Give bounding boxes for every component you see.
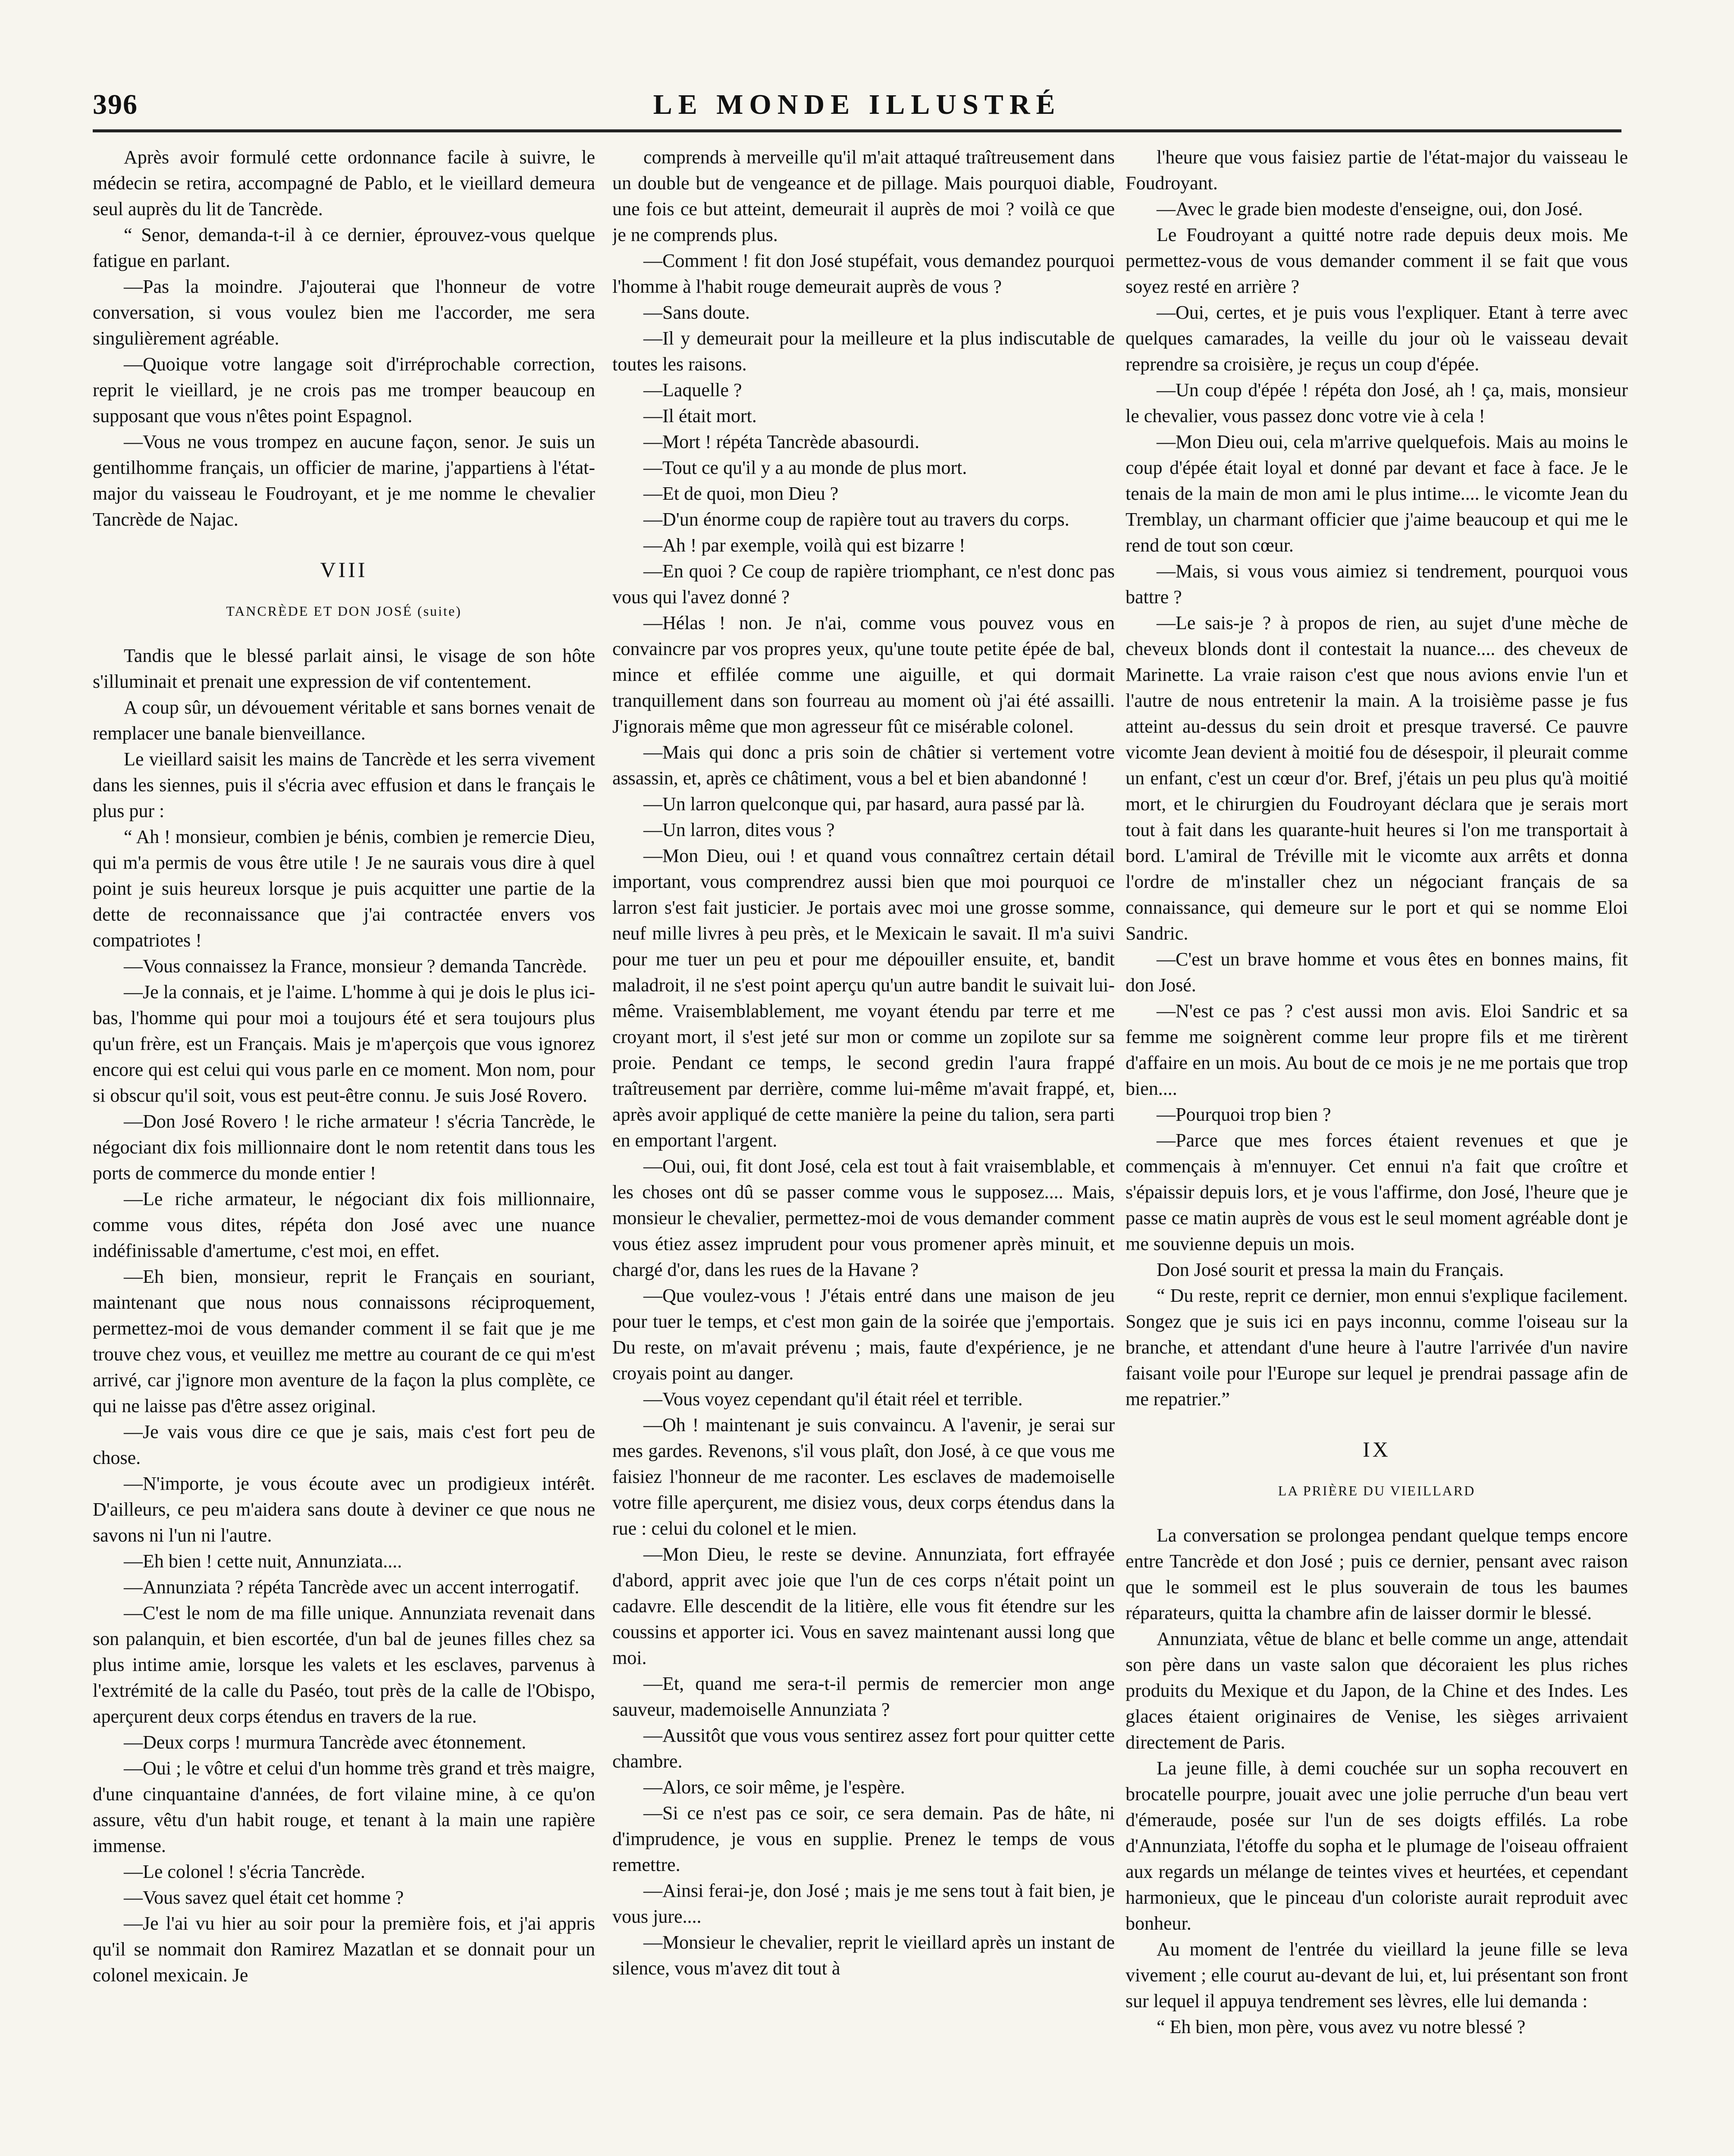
section-title-viii: TANCRÈDE ET DON JOSÉ (suite)	[226, 603, 462, 619]
paragraph: —Sans doute.	[643, 302, 750, 323]
paragraph: —Tout ce qu'il y a au monde de plus mort.	[643, 457, 967, 478]
paragraph: Le Foudroyant a quitté notre rade depuis deux mois. Me permettez-vous de vous demander comment il se fait que vous soyez resté en arrière ?	[1126, 224, 1628, 297]
paragraph: —Il y demeurait pour la meilleure et la plus indiscutable de toutes les raisons.	[612, 328, 1115, 375]
paragraph: La conversation se prolongea pendant quelque temps encore entre Tancrède et don José ; puis ce dernier, pensant avec raison que le sommeil est le plus souverain de tous les baumes réparateurs, quitta la chambre afin de laisser dormir le blessé.	[1126, 1525, 1628, 1623]
paragraph: —Don José Rovero ! le riche armateur ! s'écria Tancrède, le négociant dix fois millionnaire dont le nom retentit dans tous les ports de commerce du monde entier !	[93, 1111, 595, 1184]
paragraph: —Oui ; le vôtre et celui d'un homme très grand et très maigre, d'une cinquantaine d'années, de fort vilaine mine, à ce qu'on assure, vêtu d'un habit rouge, et tenant à la main une rapière immense.	[93, 1758, 595, 1856]
paragraph: La jeune fille, à demi couchée sur un sopha recouvert en brocatelle pourpre, jouait avec une jolie perruche d'un beau vert d'émeraude, posée sur l'un de ses doigts effilés. La robe d'Annunziata, l'étoffe du sopha et le plumage de l'oiseau offraient aux regards un mélange de teintes vives et heurtées, et cependant harmonieux, que le pinceau d'un coloriste aurait reproduit avec bonheur.	[1126, 1758, 1628, 1934]
paragraph: —N'importe, je vous écoute avec un prodigieux intérêt. D'ailleurs, ce peu m'aidera sans doute à deviner ce que nous ne savons ni l'un ni l'autre.	[93, 1473, 595, 1546]
column-3	[1126, 144, 1628, 2156]
page-header	[93, 88, 1621, 140]
paragraph: —Oh ! maintenant je suis convaincu. A l'avenir, je serai sur mes gardes. Revenons, s'il vous plaît, don José, à ce que vous me faisiez l'honneur de me raconter. Les esclaves de mademoiselle votre fille aperçurent, me disiez vous, deux corps étendus dans la rue : celui du colonel et le mien.	[612, 1414, 1115, 1539]
paragraph: —Un larron quelconque qui, par hasard, aura passé par là.	[643, 793, 1085, 815]
paragraph: —Monsieur le chevalier, reprit le vieillard après un instant de silence, vous m'avez dit tout à	[612, 1932, 1115, 1979]
paragraph: —Mais qui donc a pris soin de châtier si vertement votre assassin, et, après ce châtiment, vous a bel et bien abandonné !	[612, 742, 1115, 789]
paragraph: —Vous voyez cependant qu'il était réel et terrible.	[643, 1388, 1023, 1410]
paragraph: comprends à merveille qu'il m'ait attaqué traîtreusement dans un double but de vengeance et de pillage. Mais pourquoi diable, une fois ce but atteint, demeurait il auprès de moi ? voilà ce que je ne comprends plus.	[612, 147, 1115, 245]
paragraph: —Avec le grade bien modeste d'enseigne, oui, don José.	[1157, 198, 1583, 219]
paragraph: —Ainsi ferai-je, don José ; mais je me sens tout à fait bien, je vous jure....	[612, 1880, 1115, 1927]
section-number-ix: IX	[1363, 1437, 1391, 1461]
paragraph: l'heure que vous faisiez partie de l'état-major du vaisseau le Foudroyant.	[1126, 147, 1628, 194]
paragraph: Le vieillard saisit les mains de Tancrède et les serra vivement dans les siennes, puis il s'écria avec effusion et dans le français le plus pur :	[93, 749, 595, 821]
paragraph: —C'est un brave homme et vous êtes en bonnes mains, fit don José.	[1126, 949, 1628, 996]
paragraph: Tandis que le blessé parlait ainsi, le visage de son hôte s'illuminait et prenait une expression de vif contentement.	[93, 645, 595, 692]
paragraph: —Vous savez quel était cet homme ?	[124, 1887, 404, 1908]
paragraph: —Je l'ai vu hier au soir pour la première fois, et j'ai appris qu'il se nommait don Ramirez Mazatlan et se donnait pour un colonel mexicain. Je	[93, 1913, 595, 1986]
paragraph: —Et de quoi, mon Dieu ?	[643, 483, 839, 504]
paragraph: —Alors, ce soir même, je l'espère.	[643, 1777, 905, 1798]
paragraph: —Annunziata ? répéta Tancrède avec un accent interrogatif.	[124, 1576, 580, 1598]
paragraph: —Ah ! par exemple, voilà qui est bizarre !	[643, 535, 966, 556]
paragraph: —Je la connais, et je l'aime. L'homme à qui je dois le plus ici-bas, l'homme qui pour moi a toujours été et sera toujours plus qu'un frère, est un Français. Mais je m'aperçois que vous ignorez encore qui est celui qui vous parle en ce moment. Mon nom, pour si obscur qu'il soit, vous est peut-être connu. Je suis José Rovero.	[93, 981, 595, 1106]
paragraph: —Deux corps ! murmura Tancrède avec étonnement.	[124, 1732, 527, 1753]
paragraph: —Un coup d'épée ! répéta don José, ah ! ça, mais, monsieur le chevalier, vous passez donc votre vie à cela !	[1126, 379, 1628, 426]
paragraph: —Mon Dieu, oui ! et quand vous connaîtrez certain détail important, vous comprendrez aussi bien que moi pourquoi ce larron s'est fait justicier. Je portais avec moi une grosse somme, neuf mille livres à peu près, et le Mexicain le savait. Il m'a suivi pour me tuer un peu et pour me dépouiller ensuite, et, bandit maladroit, il ne s'est point aperçu qu'un autre bandit le suivait lui-même. Vraisemblablement, me voyant étendu par terre et me croyant mort, il s'est jeté sur mon or comme un zopilote sur sa proie. Pendant ce temps, le second gredin l'aura frappé traîtreusement par derrière, comme lui-même m'avait frappé, et, après avoir appliqué de cette manière la peine du talion, sera parti en emportant l'argent.	[612, 845, 1115, 1151]
paragraph: —D'un énorme coup de rapière tout au travers du corps.	[643, 509, 1069, 530]
publication-title: LE MONDE ILLUSTRÉ	[653, 89, 1061, 120]
page-number: 396	[93, 89, 138, 120]
paragraph: Don José sourit et pressa la main du Français.	[1157, 1259, 1504, 1280]
paragraph: —Pas la moindre. J'ajouterai que l'honneur de votre conversation, si vous voulez bien me l'accorder, me sera singulièrement agréable.	[93, 276, 595, 349]
column-2	[612, 144, 1115, 2156]
paragraph: —Laquelle ?	[643, 379, 742, 401]
paragraph: Après avoir formulé cette ordonnance facile à suivre, le médecin se retira, accompagné de Pablo, et le vieillard demeura seul auprès du lit de Tancrède.	[93, 147, 595, 219]
paragraph: —Parce que mes forces étaient revenues et que je commençais à m'ennuyer. Cet ennui n'a fait que croître et s'épaissir depuis lors, et je vous l'affirme, don José, l'heure que je passe ce matin auprès de vous est le seul moment agréable dont je me souvienne depuis un mois.	[1126, 1130, 1628, 1254]
paragraph: —Comment ! fit don José stupéfait, vous demandez pourquoi l'homme à l'habit rouge demeurait auprès de vous ?	[612, 250, 1115, 297]
paragraph: “ Ah ! monsieur, combien je bénis, combien je remercie Dieu, qui m'a permis de vous être utile ! Je ne saurais vous dire à quel point je suis heureux lorsque je puis acquitter une partie de la dette de reconnaissance que j'ai contractée envers vos compatriotes !	[93, 826, 595, 951]
paragraph: Au moment de l'entrée du vieillard la jeune fille se leva vivement ; elle courut au-devant de lui, et, lui présentant son front sur lequel il appuya tendrement ses lèvres, elle lui demanda :	[1126, 1939, 1628, 2012]
paragraph: —N'est ce pas ? c'est aussi mon avis. Eloi Sandric et sa femme me soignèrent comme leur propre fils et me tirèrent d'affaire en un mois. Au bout de ce mois je ne me portais que trop bien....	[1126, 1000, 1628, 1099]
paragraph: —Quoique votre langage soit d'irréprochable correction, reprit le vieillard, je ne crois pas me tromper beaucoup en supposant que vous n'êtes point Espagnol.	[93, 354, 595, 426]
paragraph: —Il était mort.	[643, 405, 757, 426]
paragraph: “ Eh bien, mon père, vous avez vu notre blessé ?	[1157, 2016, 1526, 2037]
paragraph: —Pourquoi trop bien ?	[1157, 1104, 1331, 1125]
column-2-text	[612, 144, 1115, 1981]
section-number-viii: VIII	[320, 558, 368, 582]
paragraph: —Oui, oui, fit dont José, cela est tout à fait vraisemblable, et les choses ont dû se passer comme vous le supposez.... Mais, monsieur le chevalier, permettez-moi de vous demander comment vous étiez assez imprudent pour vous promener après minuit, et chargé d'or, dans les rues de la Havane ?	[612, 1156, 1115, 1280]
paragraph: —Eh bien, monsieur, reprit le Français en souriant, maintenant que nous nous connaissons réciproquement, permettez-moi de vous demander comment il se fait que je me trouve chez vous, et veuillez me mettre au courant de ce qui m'est arrivé, car j'ignore mon aventure de la façon la plus complète, ce qui ne laisse pas d'être assez original.	[93, 1266, 595, 1416]
paragraph: —Si ce n'est pas ce soir, ce sera demain. Pas de hâte, ni d'imprudence, je vous en supplie. Prenez le temps de vous remettre.	[612, 1802, 1115, 1875]
paragraph: —Un larron, dites vous ?	[643, 819, 835, 840]
paragraph: —Mon Dieu oui, cela m'arrive quelquefois. Mais au moins le coup d'épée était loyal et donné par devant et face à face. Je le tenais de la main de mon ami le plus intime.... le vicomte Jean du Tremblay, un charmant officier que j'aime beaucoup et qui me le rend de tout son cœur.	[1126, 431, 1628, 556]
paragraph: —En quoi ? Ce coup de rapière triomphant, ce n'est donc pas vous qui l'avez donné ?	[612, 561, 1115, 608]
paragraph: —Je vais vous dire ce que je sais, mais c'est fort peu de chose.	[93, 1421, 595, 1468]
column-1-text-b	[93, 643, 595, 1988]
column-3-text-b	[1126, 1523, 1628, 2040]
paragraph: —Mais, si vous vous aimiez si tendrement, pourquoi vous battre ?	[1126, 561, 1628, 608]
paragraph: A coup sûr, un dévouement véritable et sans bornes venait de remplacer une banale bienveillance.	[93, 697, 595, 744]
column-1	[93, 144, 595, 2156]
paragraph: “ Senor, demanda-t-il à ce dernier, éprouvez-vous quelque fatigue en parlant.	[93, 224, 595, 271]
paragraph: —Le riche armateur, le négociant dix fois millionnaire, comme vous dites, répéta don José avec une nuance indéfinissable d'amertume, c'est moi, en effet.	[93, 1188, 595, 1261]
paragraph: —Hélas ! non. Je n'ai, comme vous pouvez vous en convaincre par vos propres yeux, qu'une toute petite épée de bal, mince et effilée comme une aiguille, et qui dormait tranquillement dans son fourreau au moment où j'ai été assailli. J'ignorais même que mon agresseur fût ce misérable colonel.	[612, 612, 1115, 737]
column-3-text-a	[1126, 144, 1628, 1412]
paragraph: —Vous connaissez la France, monsieur ? demanda Tancrède.	[124, 956, 587, 977]
paragraph: “ Du reste, reprit ce dernier, mon ennui s'explique facilement. Songez que je suis ici en pays inconnu, comme l'oiseau sur la branche, et attendant d'une heure à l'autre l'arrivée d'un navire faisant voile pour l'Europe sur lequel je prendrai passage afin de me repatrier.”	[1126, 1285, 1628, 1410]
paragraph: —Et, quand me sera-t-il permis de remercier mon ange sauveur, mademoiselle Annunziata ?	[612, 1673, 1115, 1720]
paragraph: —C'est le nom de ma fille unique. Annunziata revenait dans son palanquin, et bien escortée, d'un bal de jeunes filles chez sa plus intime amie, lorsque les valets et les esclaves, parvenus à l'extrémité de la calle du Paséo, tout près de la calle de l'Obispo, aperçurent deux corps étendus en travers de la rue.	[93, 1602, 595, 1727]
paragraph: —Vous ne vous trompez en aucune façon, senor. Je suis un gentilhomme français, un officier de marine, j'appartiens à l'état-major du vaisseau le Foudroyant, et je me nomme le chevalier Tancrède de Najac.	[93, 431, 595, 530]
paragraph: —Oui, certes, et je puis vous l'expliquer. Etant à terre avec quelques camarades, la veille du jour où le vaisseau devait reprendre sa croisière, je reçus un coup d'épée.	[1126, 302, 1628, 375]
paragraph: —Que voulez-vous ! J'étais entré dans une maison de jeu pour tuer le temps, et c'est mon gain de la soirée que j'emportais. Du reste, on m'avait prévenu ; mais, faute d'expérience, je ne croyais point au danger.	[612, 1285, 1115, 1384]
paragraph: —Aussitôt que vous vous sentirez assez fort pour quitter cette chambre.	[612, 1725, 1115, 1772]
section-title-ix: LA PRIÈRE DU VIEILLARD	[1278, 1483, 1476, 1498]
paragraph: —Le colonel ! s'écria Tancrède.	[124, 1861, 365, 1882]
paragraph: —Mort ! répéta Tancrède abasourdi.	[643, 431, 919, 452]
column-1-text-a	[93, 144, 595, 533]
paragraph: —Le sais-je ? à propos de rien, au sujet d'une mèche de cheveux blonds dont il contestait la nuance.... des cheveux de Marinette. La vraie raison c'est que nous avions envie l'un et l'autre de nous entretenir la main. A la troisième passe je fus atteint au-dessus du sein droit et presque traversé. Ce pauvre vicomte Jean devient à moitié fou de désespoir, il pleurait comme un enfant, c'est un cœur d'or. Bref, j'étais un peu plus qu'à moitié mort, et le chirurgien du Foudroyant déclara que je serais mort tout à fait dans les quarante-huit heures si l'on me transportait à bord. L'amiral de Tréville mit le vicomte aux arrêts et donna l'ordre de m'installer chez un négociant français de sa connaissance, qui demeure sur le port et qui se nomme Eloi Sandric.	[1126, 612, 1628, 944]
paragraph: Annunziata, vêtue de blanc et belle comme un ange, attendait son père dans un vaste salon que décoraient les plus riches produits du Mexique et du Japon, de la Chine et des Indes. Les glaces étaient originaires de Venise, les sièges arrivaient directement de Paris.	[1126, 1628, 1628, 1753]
header-rule	[93, 129, 1621, 132]
paragraph: —Mon Dieu, le reste se devine. Annunziata, fort effrayée d'abord, apprit avec joie que l'un de ces corps n'était point un cadavre. Elle descendit de la litière, elle vous fit étendre sur les coussins et apporter ici. Vous en savez maintenant aussi long que moi.	[612, 1544, 1115, 1668]
paragraph: —Eh bien ! cette nuit, Annunziata....	[124, 1551, 402, 1572]
